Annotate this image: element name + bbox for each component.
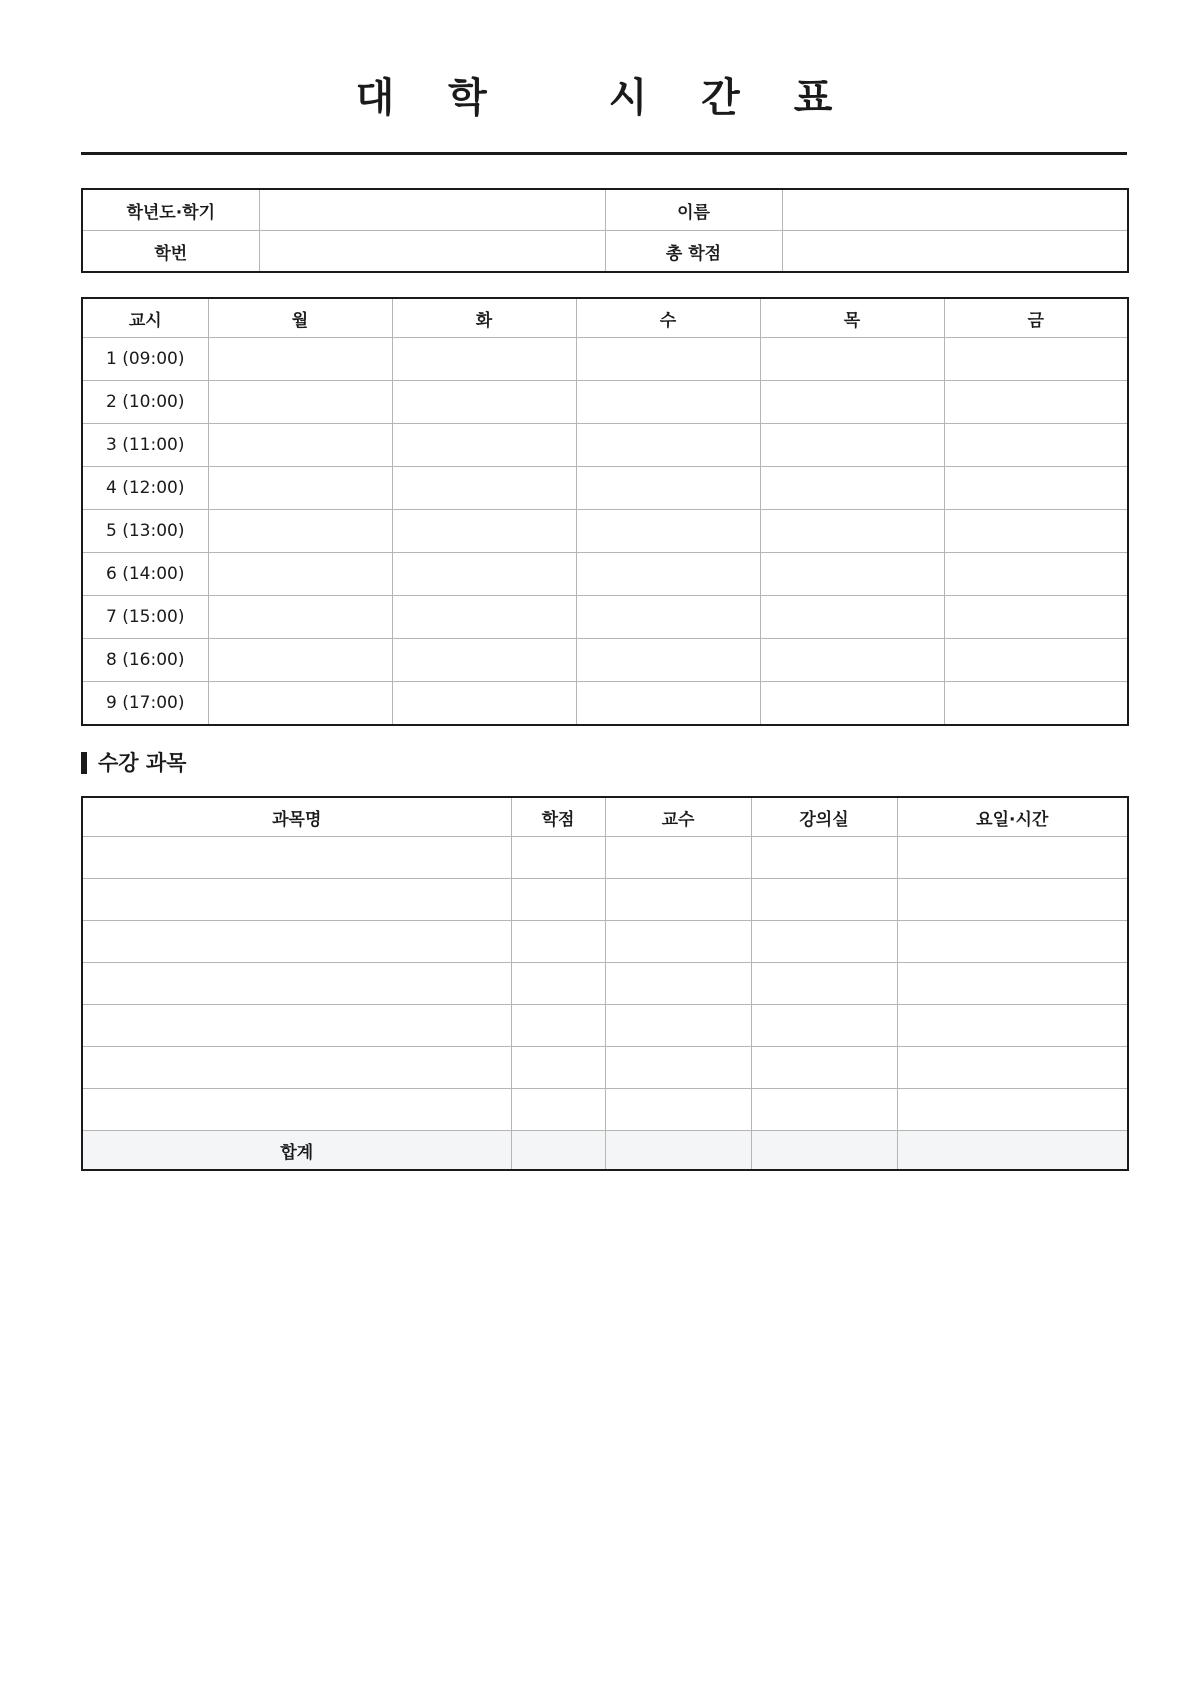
period-label: 7 (15:00)	[82, 596, 208, 639]
timetable-slot[interactable]	[576, 682, 760, 726]
total-cell[interactable]	[511, 1131, 605, 1171]
timetable-slot[interactable]	[208, 424, 392, 467]
timetable-slot[interactable]	[760, 467, 944, 510]
day-header-thu: 목	[760, 298, 944, 338]
timetable-slot[interactable]	[208, 553, 392, 596]
course-cell[interactable]	[897, 1089, 1128, 1131]
name-field[interactable]	[782, 189, 1128, 231]
enrolled-courses-table	[81, 796, 1129, 1171]
name-label: 이름	[605, 189, 782, 231]
course-cell[interactable]	[751, 921, 897, 963]
course-cell[interactable]	[751, 1005, 897, 1047]
timetable-slot[interactable]	[208, 510, 392, 553]
info-row	[82, 189, 1128, 231]
timetable-slot[interactable]	[208, 596, 392, 639]
timetable-row	[82, 553, 1128, 596]
timetable-slot[interactable]	[576, 424, 760, 467]
timetable-slot[interactable]	[392, 338, 576, 381]
day-header-mon: 월	[208, 298, 392, 338]
student-id-field[interactable]	[259, 231, 605, 273]
course-cell[interactable]	[511, 963, 605, 1005]
course-cell[interactable]	[605, 837, 751, 879]
timetable-slot[interactable]	[576, 381, 760, 424]
timetable-slot[interactable]	[208, 381, 392, 424]
timetable-slot[interactable]	[208, 467, 392, 510]
course-row	[82, 879, 1128, 921]
timetable-slot[interactable]	[576, 596, 760, 639]
period-label: 4 (12:00)	[82, 467, 208, 510]
info-row	[82, 231, 1128, 273]
course-cell[interactable]	[82, 963, 511, 1005]
timetable-slot[interactable]	[392, 381, 576, 424]
student-id-label: 학번	[82, 231, 259, 273]
course-cell[interactable]	[82, 921, 511, 963]
course-cell[interactable]	[605, 921, 751, 963]
timetable-slot[interactable]	[944, 553, 1128, 596]
timetable-slot[interactable]	[576, 467, 760, 510]
period-label: 5 (13:00)	[82, 510, 208, 553]
course-cell[interactable]	[897, 837, 1128, 879]
timetable-slot[interactable]	[944, 682, 1128, 726]
title-divider	[81, 152, 1127, 155]
course-cell[interactable]	[751, 963, 897, 1005]
course-cell[interactable]	[82, 1005, 511, 1047]
day-header-wed: 수	[576, 298, 760, 338]
timetable-slot[interactable]	[944, 639, 1128, 682]
courses-header-row	[82, 797, 1128, 837]
timetable-slot[interactable]	[944, 467, 1128, 510]
timetable-row	[82, 682, 1128, 726]
course-cell[interactable]	[751, 1047, 897, 1089]
period-label: 3 (11:00)	[82, 424, 208, 467]
course-cell[interactable]	[605, 1047, 751, 1089]
courses-section-title: 수강 과목	[98, 751, 187, 775]
course-row	[82, 1047, 1128, 1089]
timetable-slot[interactable]	[944, 381, 1128, 424]
timetable-row	[82, 338, 1128, 381]
course-cell[interactable]	[605, 879, 751, 921]
weekly-timetable	[81, 297, 1129, 726]
timetable-row	[82, 596, 1128, 639]
total-label: 합계	[82, 1131, 511, 1171]
timetable-slot[interactable]	[576, 639, 760, 682]
timetable-slot[interactable]	[392, 682, 576, 726]
course-row	[82, 837, 1128, 879]
timetable-row	[82, 424, 1128, 467]
course-cell[interactable]	[511, 921, 605, 963]
course-cell[interactable]	[897, 1005, 1128, 1047]
timetable-row	[82, 510, 1128, 553]
total-cell[interactable]	[897, 1131, 1128, 1171]
total-row	[82, 1131, 1128, 1171]
credits-header: 학점	[511, 797, 605, 837]
course-cell[interactable]	[897, 879, 1128, 921]
period-header: 교시	[82, 298, 208, 338]
course-cell[interactable]	[511, 879, 605, 921]
timetable-slot[interactable]	[392, 424, 576, 467]
year-semester-field[interactable]	[259, 189, 605, 231]
period-label: 1 (09:00)	[82, 338, 208, 381]
timetable-slot[interactable]	[392, 596, 576, 639]
course-cell[interactable]	[897, 963, 1128, 1005]
timetable-row	[82, 381, 1128, 424]
timetable-slot[interactable]	[760, 553, 944, 596]
course-cell[interactable]	[511, 1089, 605, 1131]
total-credits-field[interactable]	[782, 231, 1128, 273]
timetable-slot[interactable]	[392, 553, 576, 596]
timetable-slot[interactable]	[760, 338, 944, 381]
document-title: 대 학 시 간 표	[355, 75, 853, 121]
timetable-slot[interactable]	[944, 424, 1128, 467]
timetable-row	[82, 639, 1128, 682]
timetable-slot[interactable]	[576, 510, 760, 553]
timetable-header-row	[82, 298, 1128, 338]
course-name-header: 과목명	[82, 797, 511, 837]
day-header-fri: 금	[944, 298, 1128, 338]
course-cell[interactable]	[751, 837, 897, 879]
course-cell[interactable]	[82, 837, 511, 879]
timetable-slot[interactable]	[760, 596, 944, 639]
course-cell[interactable]	[897, 921, 1128, 963]
course-cell[interactable]	[511, 1005, 605, 1047]
course-cell[interactable]	[605, 1005, 751, 1047]
timetable-slot[interactable]	[576, 338, 760, 381]
professor-header: 교수	[605, 797, 751, 837]
timetable-slot[interactable]	[944, 596, 1128, 639]
day-time-header: 요일·시간	[897, 797, 1128, 837]
course-cell[interactable]	[511, 837, 605, 879]
day-header-tue: 화	[392, 298, 576, 338]
timetable-slot[interactable]	[576, 553, 760, 596]
timetable-slot[interactable]	[392, 510, 576, 553]
timetable-slot[interactable]	[760, 639, 944, 682]
timetable-slot[interactable]	[760, 424, 944, 467]
section-marker	[81, 752, 87, 774]
timetable-slot[interactable]	[760, 682, 944, 726]
student-info-table	[81, 188, 1129, 273]
timetable-slot[interactable]	[208, 338, 392, 381]
timetable-row	[82, 467, 1128, 510]
period-label: 9 (17:00)	[82, 682, 208, 726]
timetable-slot[interactable]	[208, 639, 392, 682]
course-cell[interactable]	[605, 1089, 751, 1131]
year-semester-label: 학년도·학기	[82, 189, 259, 231]
course-row	[82, 921, 1128, 963]
course-cell[interactable]	[82, 1047, 511, 1089]
timetable-slot[interactable]	[760, 381, 944, 424]
course-cell[interactable]	[511, 1047, 605, 1089]
total-cell[interactable]	[751, 1131, 897, 1171]
classroom-header: 강의실	[751, 797, 897, 837]
course-cell[interactable]	[897, 1047, 1128, 1089]
timetable-slot[interactable]	[944, 338, 1128, 381]
course-row	[82, 1089, 1128, 1131]
timetable-slot[interactable]	[392, 639, 576, 682]
timetable-slot[interactable]	[760, 510, 944, 553]
total-credits-label: 총 학점	[605, 231, 782, 273]
course-cell[interactable]	[605, 963, 751, 1005]
course-cell[interactable]	[82, 1089, 511, 1131]
period-label: 6 (14:00)	[82, 553, 208, 596]
total-cell[interactable]	[605, 1131, 751, 1171]
course-row	[82, 963, 1128, 1005]
course-cell[interactable]	[751, 879, 897, 921]
timetable-slot[interactable]	[392, 467, 576, 510]
period-label: 2 (10:00)	[82, 381, 208, 424]
course-cell[interactable]	[751, 1089, 897, 1131]
timetable-slot[interactable]	[208, 682, 392, 726]
period-label: 8 (16:00)	[82, 639, 208, 682]
course-cell[interactable]	[82, 879, 511, 921]
course-row	[82, 1005, 1128, 1047]
timetable-slot[interactable]	[944, 510, 1128, 553]
